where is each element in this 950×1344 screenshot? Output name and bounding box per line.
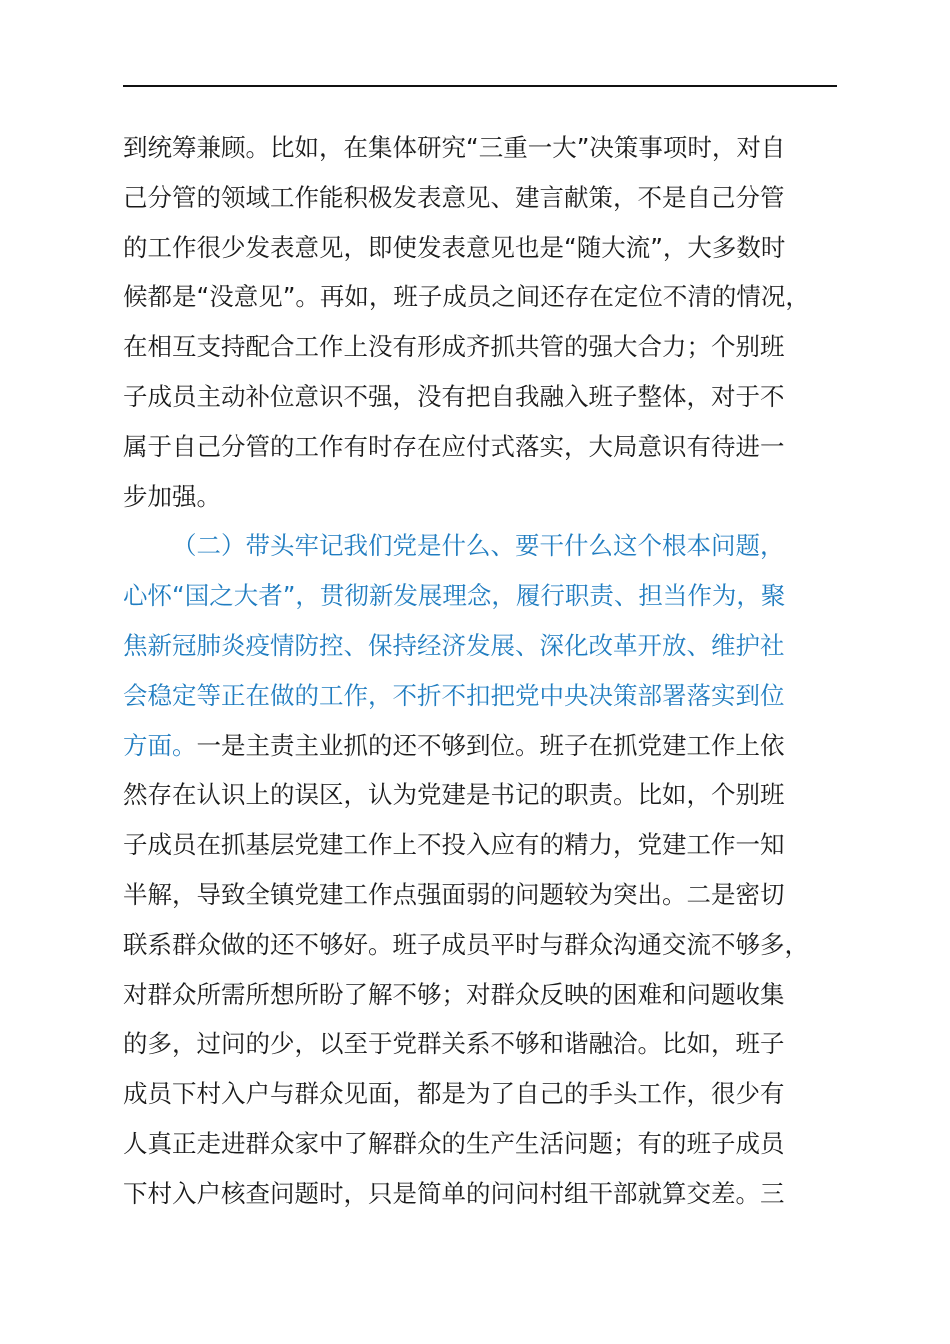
text-segment: 子成员在抓基层党建工作上不投入应有的精力，党建工作一知 (123, 830, 785, 860)
text-line (123, 123, 837, 173)
text-segment: 子成员主动补位意识不强，没有把自我融入班子整体，对于不 (123, 381, 785, 411)
text-line (123, 770, 837, 820)
text-segment: 人真正走进群众家中了解群众的生产生活问题；有的班子成员 (123, 1128, 785, 1158)
section-heading-text: （二）带头牢记我们党是什么、要干什么这个根本问题， (172, 531, 785, 561)
text-line (123, 472, 837, 522)
section-heading-text: 心怀“国之大者”，贯彻新发展理念，履行职责、担当作为，聚 (123, 581, 786, 611)
text-segment: 属于自己分管的工作有时存在应付式落实，大局意识有待进一 (123, 431, 785, 461)
section-heading-text: 会稳定等正在做的工作，不折不扣把党中央决策部署落实到位 (123, 680, 785, 710)
header-rule (123, 85, 837, 87)
text-segment: 成员下村入户与群众见面，都是为了自己的手头工作，很少有 (123, 1079, 785, 1109)
text-line (123, 820, 837, 870)
text-segment: 到统筹兼顾。比如，在集体研究“三重一大”决策事项时，对自 (123, 133, 786, 162)
text-line (123, 1069, 837, 1119)
text-line (123, 721, 837, 771)
text-line (123, 372, 837, 422)
section-heading-line (123, 671, 837, 721)
text-line (123, 1119, 837, 1169)
text-segment: 步加强。 (123, 481, 221, 511)
text-segment: 己分管的领域工作能积极发表意见、建言献策，不是自己分管 (123, 182, 785, 212)
text-line (123, 1019, 837, 1069)
section-heading-line (123, 521, 837, 571)
text-segment: 候都是“没意见”。再如，班子成员之间还存在定位不清的情况， (123, 282, 810, 312)
text-line (123, 1169, 837, 1219)
text-segment: 半解，导致全镇党建工作点强面弱的问题较为突出。二是密切 (123, 879, 785, 909)
text-line (123, 223, 837, 273)
text-segment: 联系群众做的还不够好。班子成员平时与群众沟通交流不够多， (123, 929, 809, 959)
text-line (123, 870, 837, 920)
text-line (123, 920, 837, 970)
text-segment: 然存在认识上的误区，认为党建是书记的职责。比如，个别班 (123, 780, 785, 810)
text-line (123, 422, 837, 472)
text-segment: 对群众所需所想所盼了解不够；对群众反映的困难和问题收集 (123, 979, 785, 1009)
section-heading-text: 方面。 (123, 730, 197, 760)
text-segment: 的工作很少发表意见，即使发表意见也是“随大流”，大多数时 (123, 232, 786, 262)
section-heading-line (123, 621, 837, 671)
body-text (123, 123, 837, 1219)
text-segment: 在相互支持配合工作上没有形成齐抓共管的强大合力；个别班 (123, 332, 785, 362)
text-segment: 一是主责主业抓的还不够到位。班子在抓党建工作上依 (196, 730, 785, 760)
text-line (123, 322, 837, 372)
section-heading-line (123, 571, 837, 621)
text-line (123, 970, 837, 1020)
text-line (123, 173, 837, 223)
text-line (123, 272, 837, 322)
text-segment: 下村入户核查问题时，只是简单的问问村组干部就算交差。三 (123, 1178, 785, 1208)
section-heading-text: 焦新冠肺炎疫情防控、保持经济发展、深化改革开放、维护社 (123, 630, 785, 660)
text-segment: 的多，过问的少，以至于党群关系不够和谐融洽。比如，班子 (123, 1029, 785, 1059)
